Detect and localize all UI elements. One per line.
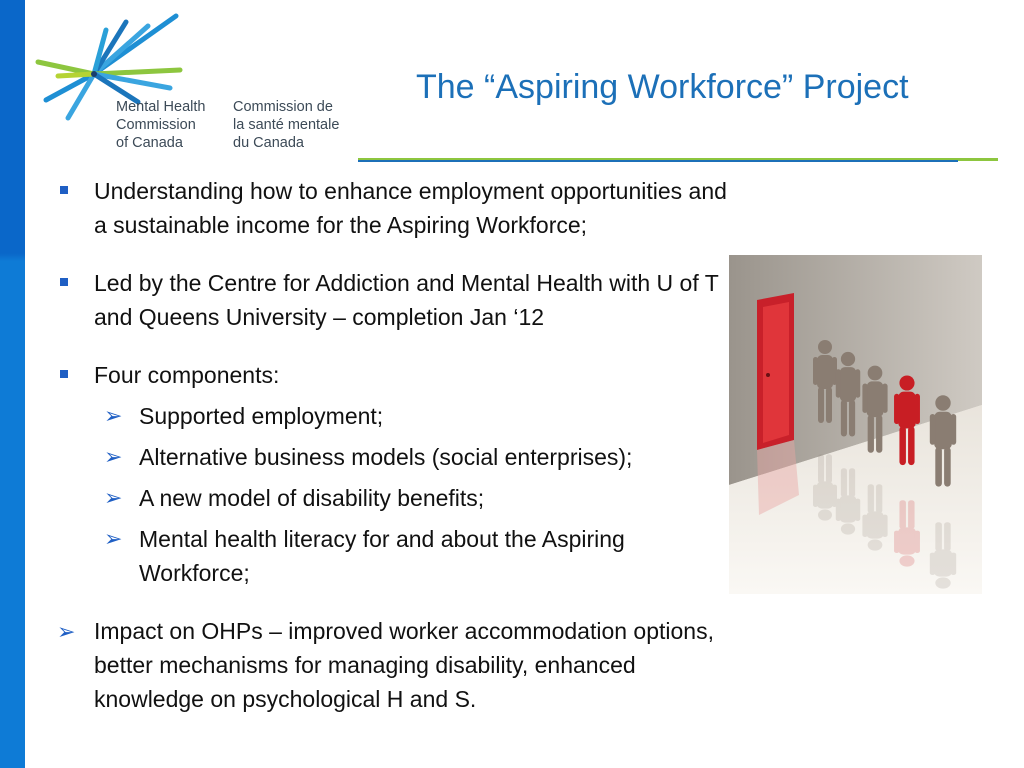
- title-underline: [358, 155, 998, 163]
- bullet-item: [60, 358, 740, 392]
- logo-name-english: Mental Health Commission of Canada: [116, 99, 206, 151]
- bullet-item: [60, 266, 740, 334]
- people-and-red-door-illustration: [729, 255, 982, 594]
- bullet-item: [60, 174, 740, 242]
- slide-content: [57, 174, 740, 716]
- sub-bullet-item: [60, 522, 729, 590]
- slide-title: The “Aspiring Workforce” Project: [416, 68, 909, 106]
- figures-image: [729, 255, 982, 594]
- bullet-text: Four components:: [94, 362, 280, 388]
- square-bullet-icon: [60, 186, 68, 194]
- bullet-item: [57, 614, 734, 716]
- sub-bullet-text: A new model of disability benefits;: [139, 485, 485, 511]
- arrow-bullet-icon: ➢: [104, 444, 123, 469]
- sub-bullet-item: [60, 481, 740, 515]
- left-accent-bar: [0, 0, 25, 768]
- arrow-bullet-icon: ➢: [57, 619, 76, 644]
- sub-bullet-item: [60, 399, 740, 433]
- sub-bullet-text: Supported employment;: [139, 403, 384, 429]
- logo-name-french: Commission de la santé mentale du Canada: [233, 99, 340, 151]
- mhcc-logo: [28, 10, 358, 155]
- bullet-text: Understanding how to enhance employment opportunities and a sustainable income for the Aspiring Workforce;: [94, 178, 727, 238]
- sub-bullet-text: Mental health literacy for and about the Aspiring Workforce;: [139, 526, 625, 586]
- arrow-bullet-icon: ➢: [104, 526, 123, 551]
- bullet-text: Led by the Centre for Addiction and Mental Health with U of T and Queens University – completion Jan ‘12: [94, 270, 719, 330]
- square-bullet-icon: [60, 278, 68, 286]
- sub-bullet-item: [60, 440, 740, 474]
- square-bullet-icon: [60, 370, 68, 378]
- sub-bullet-text: Alternative business models (social enterprises);: [139, 444, 633, 470]
- bullet-text: Impact on OHPs – improved worker accommodation options, better mechanisms for managing disability, enhanced knowledge on psychological H and S.: [94, 618, 714, 712]
- arrow-bullet-icon: ➢: [104, 485, 123, 510]
- arrow-bullet-icon: ➢: [104, 403, 123, 428]
